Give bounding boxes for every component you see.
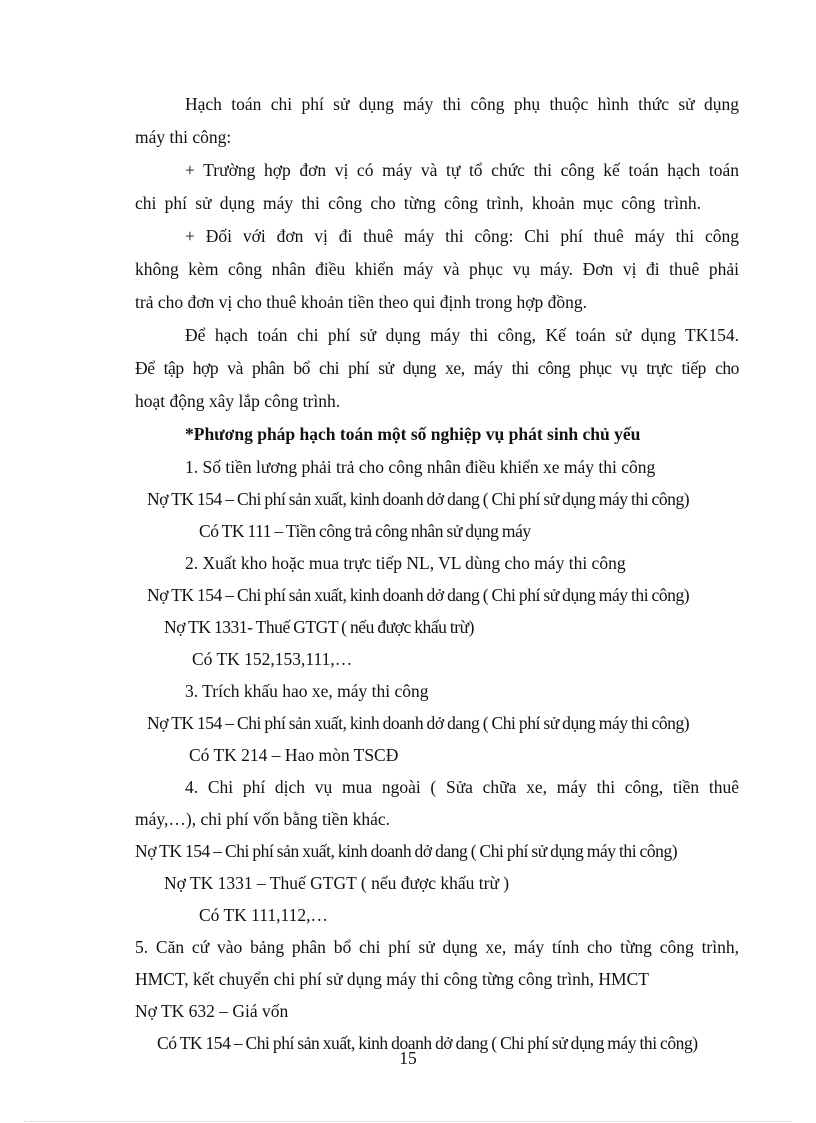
credit-entry: Có TK 152,153,111,… — [192, 649, 353, 669]
debit-entry: Nợ TK 154 – Chi phí sản xuất, kinh doanh dở dang ( Chi phí sử dụng máy thi công) — [147, 489, 690, 509]
entry-item: 3. Trích khấu hao xe, máy thi công — [185, 681, 429, 701]
credit-entry: Có TK 111 – Tiền công trả công nhân sử dụng máy — [199, 521, 531, 541]
debit-entry: Nợ TK 1331- Thuế GTGT ( nếu được khấu trừ) — [164, 617, 475, 637]
debit-entry: Nợ TK 154 – Chi phí sản xuất, kinh doanh dở dang ( Chi phí sử dụng máy thi công) — [147, 585, 690, 605]
debit-entry: Nợ TK 632 – Giá vốn — [135, 1001, 289, 1021]
page-number: 15 — [399, 1048, 417, 1068]
paragraph-line: + Trường hợp đơn vị có máy và tự tổ chức thi công kế toán hạch toán — [185, 160, 739, 180]
entry-item: 5. Căn cứ vào bảng phân bổ chi phí sử dụng xe, máy tính cho từng công trình, — [135, 937, 739, 957]
paragraph-line: không kèm công nhân điều khiển máy và phục vụ máy. Đơn vị đi thuê phải — [135, 259, 739, 279]
credit-entry: Có TK 111,112,… — [199, 905, 328, 925]
paragraph-line: chi phí sử dụng máy thi công cho từng công trình, khoản mục công trình. — [135, 193, 701, 213]
entry-item: 4. Chi phí dịch vụ mua ngoài ( Sửa chữa xe, máy thi công, tiền thuê — [185, 777, 739, 797]
paragraph-line: máy thi công: — [135, 127, 232, 147]
credit-entry: Có TK 154 – Chi phí sản xuất, kinh doanh dở dang ( Chi phí sử dụng máy thi công) — [157, 1033, 698, 1053]
paragraph-line: hoạt động xây lắp công trình. — [135, 391, 341, 411]
debit-entry: Nợ TK 154 – Chi phí sản xuất, kinh doanh dở dang ( Chi phí sử dụng máy thi công) — [135, 841, 678, 861]
page-bottom-rule — [24, 1121, 792, 1122]
entry-item: HMCT, kết chuyển chi phí sử dụng máy thi công từng công trình, HMCT — [135, 969, 649, 989]
credit-entry: Có TK 214 – Hao mòn TSCĐ — [189, 745, 399, 765]
entry-item: 1. Số tiền lương phải trả cho công nhân điều khiển xe máy thi công — [185, 457, 656, 477]
paragraph-line: + Đối với đơn vị đi thuê máy thi công: Chi phí thuê máy thi công — [185, 226, 739, 246]
entry-item: máy,…), chi phí vốn bằng tiền khác. — [135, 809, 390, 829]
paragraph-line: Để hạch toán chi phí sử dụng máy thi công, Kế toán sử dụng TK154. — [185, 325, 739, 345]
debit-entry: Nợ TK 1331 – Thuế GTGT ( nếu được khấu trừ ) — [164, 873, 510, 893]
paragraph-line: Để tập hợp và phân bổ chi phí sử dụng xe, máy thi công phục vụ trực tiếp cho — [135, 358, 739, 378]
paragraph-line: Hạch toán chi phí sử dụng máy thi công phụ thuộc hình thức sử dụng — [185, 94, 739, 114]
debit-entry: Nợ TK 154 – Chi phí sản xuất, kinh doanh dở dang ( Chi phí sử dụng máy thi công) — [147, 713, 690, 733]
paragraph-line: trả cho đơn vị cho thuê khoản tiền theo qui định trong hợp đồng. — [135, 292, 588, 312]
section-heading: *Phương pháp hạch toán một số nghiệp vụ phát sinh chủ yếu — [185, 424, 641, 444]
entry-item: 2. Xuất kho hoặc mua trực tiếp NL, VL dùng cho máy thi công — [185, 553, 626, 573]
